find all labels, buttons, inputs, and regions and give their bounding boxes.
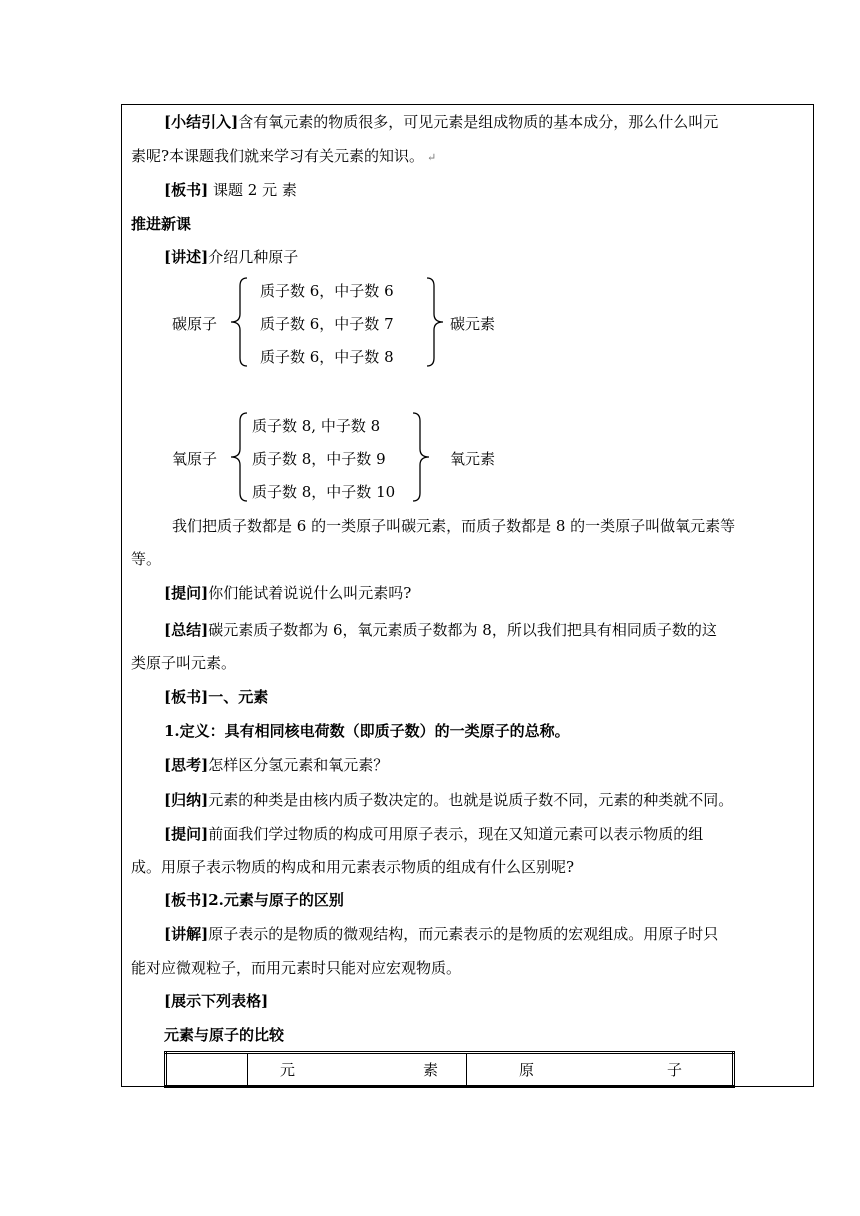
intro-text-1: 含有氧元素的物质很多，可见元素是组成物质的基本成分，那么什么叫元 [238, 113, 719, 131]
oxygen-atom-label: 氧原子 [172, 450, 218, 468]
comparison-table [164, 1051, 735, 1088]
carbon-element-label: 碳元素 [450, 315, 496, 333]
explain-line-2: 能对应微观粒子，而用元素时只能对应宏观物质。 [131, 959, 462, 977]
board2-line [164, 687, 268, 707]
board3-tag: [板书] [164, 891, 209, 909]
board1-line [164, 180, 297, 200]
question2-line-1 [164, 824, 703, 844]
summary-line-2: 类原子叫元素。 [131, 654, 237, 672]
narrate-text: 介绍几种原子 [208, 248, 299, 266]
question1-text: 你们能试着说说什么叫元素吗? [208, 584, 412, 602]
board2-text: 一、元素 [208, 688, 269, 706]
paragraph-mark: ↵ [427, 151, 437, 164]
carbon-atom-label: 碳原子 [172, 315, 218, 333]
definition-line: 1.定义：具有相同核电荷数（即质子数）的一类原子的总称。 [164, 722, 570, 740]
board1-tag: [板书] [164, 181, 209, 199]
table-header-element-a: 元 [280, 1061, 296, 1079]
intro-line-2 [131, 146, 436, 168]
board2-tag: [板书] [164, 688, 209, 706]
table-header-row [166, 1053, 734, 1087]
narrate-tag: [讲述] [164, 248, 209, 266]
induce-tag: [归纳] [164, 791, 209, 809]
narrate-line [164, 247, 298, 267]
intro-line-1 [164, 112, 718, 132]
heading-new-lesson: 推进新课 [131, 215, 192, 233]
table-header-blank [166, 1053, 248, 1087]
explain-line-1 [164, 924, 718, 944]
intro-text-2: 素呢?本课题我们就来学习有关元素的知识。 [131, 147, 425, 165]
induce-line [164, 790, 733, 810]
oxygen-element-label: 氧元素 [450, 450, 496, 468]
table-title: 元素与原子的比较 [164, 1026, 285, 1044]
board3-line [164, 890, 344, 910]
question1-line [164, 583, 411, 603]
intro-tag: [小结引入] [164, 113, 239, 131]
think-line [164, 755, 388, 775]
summary-text-1: 碳元素质子数都为 6，氧元素质子数都为 8，所以我们把具有相同质子数的这 [208, 621, 717, 639]
carbon-isotope-3: 质子数 6，中子数 8 [260, 348, 394, 366]
carbon-left-brace [227, 276, 249, 368]
oxygen-isotope-3: 质子数 8，中子数 10 [252, 483, 396, 501]
question2-tag: [提问] [164, 825, 209, 843]
oxygen-left-brace [227, 411, 249, 503]
summary-line-1 [164, 620, 717, 640]
show-table-line: [展示下列表格] [164, 992, 269, 1010]
table-header-atom [467, 1053, 734, 1087]
carbon-right-brace [425, 276, 447, 368]
think-tag: [思考] [164, 756, 209, 774]
oxygen-isotope-1: 质子数 8, 中子数 8 [252, 417, 381, 435]
induce-text: 元素的种类是由核内质子数决定的。也就是说质子数不同，元素的种类就不同。 [208, 791, 734, 809]
table-header-atom-a: 原 [519, 1061, 535, 1079]
oxygen-isotope-2: 质子数 8，中子数 9 [252, 450, 386, 468]
table-header-element-b: 素 [422, 1061, 438, 1079]
table-header-element [248, 1053, 467, 1087]
carbon-isotope-1: 质子数 6，中子数 6 [260, 282, 394, 300]
question1-tag: [提问] [164, 584, 209, 602]
summary-tag: [总结] [164, 621, 209, 639]
explain-text-1: 原子表示的是物质的微观结构，而元素表示的是物质的宏观组成。用原子时只 [208, 925, 719, 943]
board1-text: 课题 2 元 素 [212, 181, 297, 199]
think-text: 怎样区分氢元素和氧元素？ [208, 756, 389, 774]
question2-line-2: 成。用原子表示物质的构成和用元素表示物质的组成有什么区别呢? [131, 858, 575, 876]
para1-line-2: 等。 [131, 550, 162, 568]
table-header-atom-b: 子 [666, 1061, 682, 1079]
explain-tag: [讲解] [164, 925, 209, 943]
para1-line-1: 我们把质子数都是 6 的一类原子叫碳元素，而质子数都是 8 的一类原子叫做氧元素等 [172, 517, 736, 535]
question2-text-1: 前面我们学过物质的构成可用原子表示，现在又知道元素可以表示物质的组 [208, 825, 704, 843]
board3-text: 2.元素与原子的区别 [208, 891, 344, 909]
carbon-isotope-2: 质子数 6，中子数 7 [260, 315, 394, 333]
oxygen-right-brace [411, 411, 433, 503]
